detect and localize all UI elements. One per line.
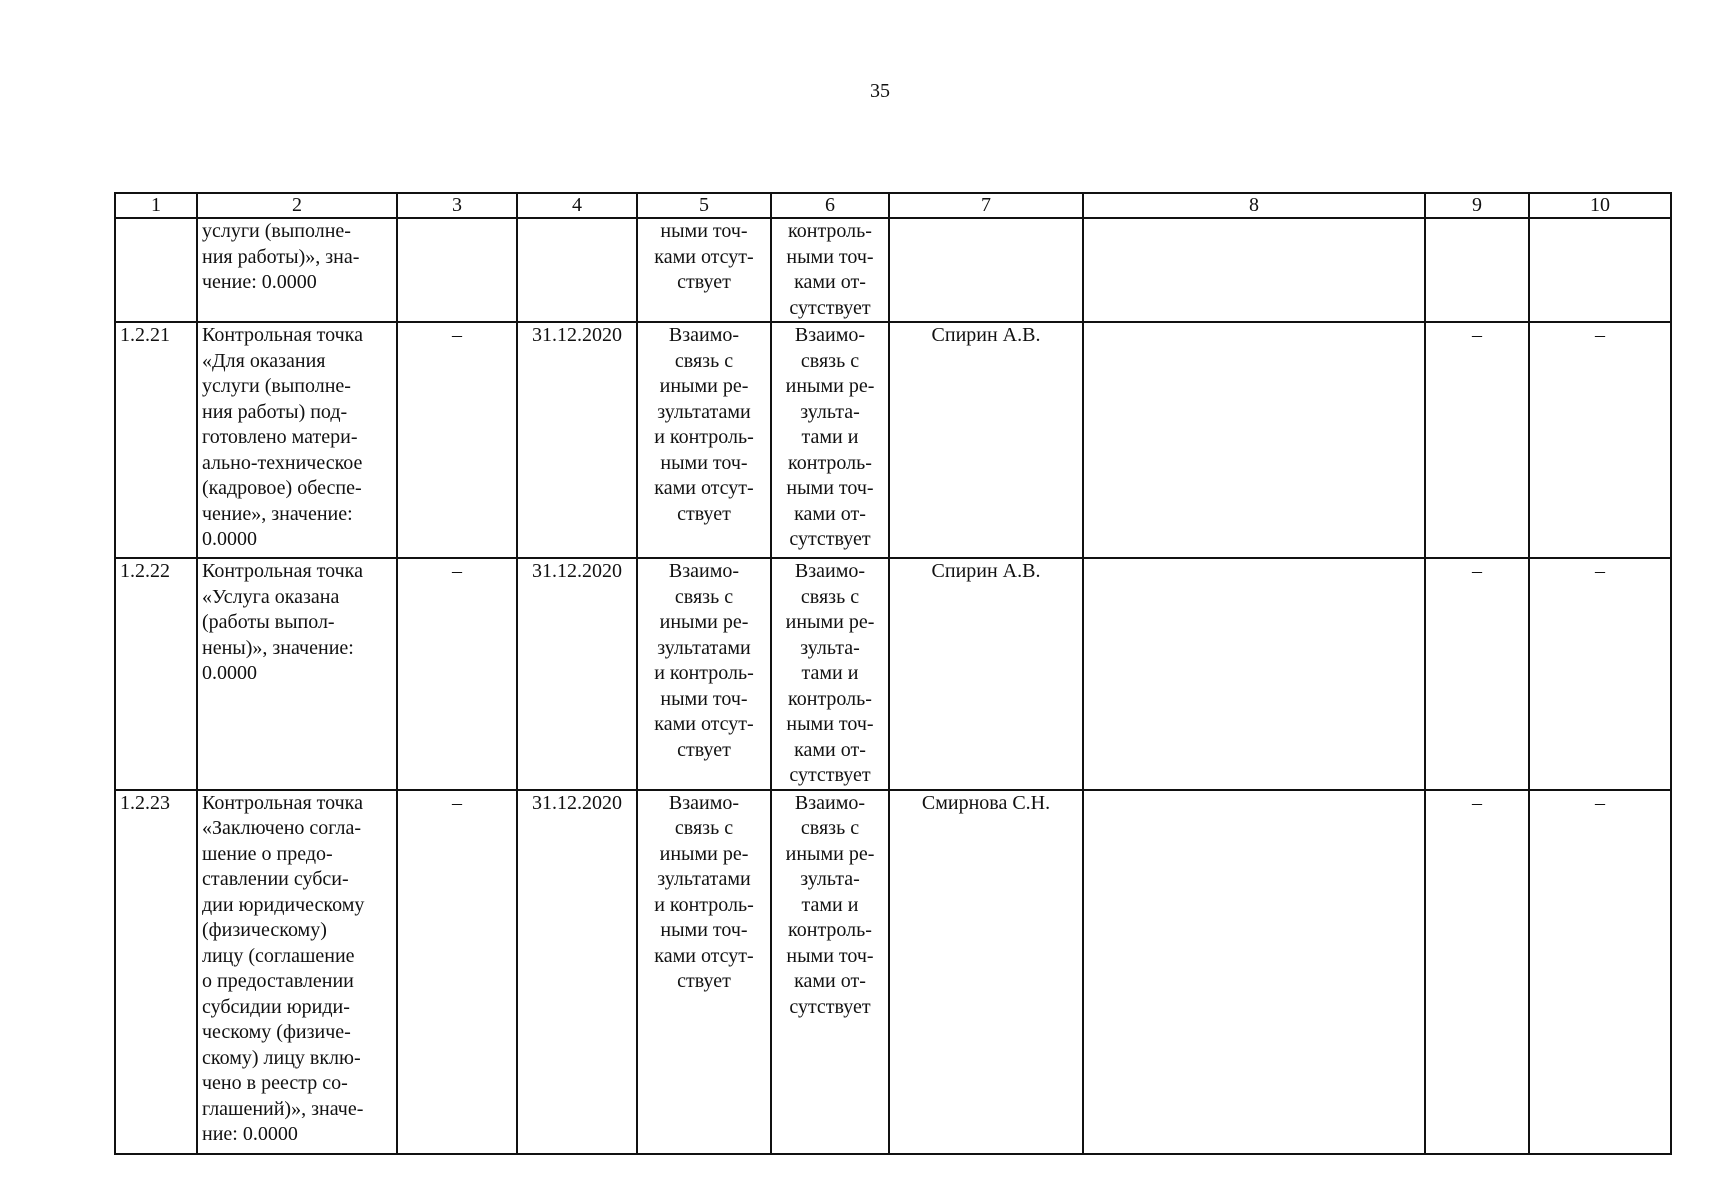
cell-col3: – (397, 790, 517, 1154)
cell-col9: – (1425, 790, 1529, 1154)
cell-col8 (1083, 558, 1425, 790)
column-header: 7 (889, 193, 1083, 218)
column-header: 9 (1425, 193, 1529, 218)
cell-col3: – (397, 558, 517, 790)
schedule-table (114, 192, 1672, 1155)
cell-col9: – (1425, 322, 1529, 558)
relation-col5: Взаимо- связь с иными ре- зультатами и контроль- ными точ- ками отсут- ствует (637, 322, 771, 558)
responsible-person (889, 218, 1083, 322)
due-date: 31.12.2020 (517, 790, 637, 1154)
column-header: 3 (397, 193, 517, 218)
column-header: 8 (1083, 193, 1425, 218)
cell-col8 (1083, 218, 1425, 322)
table-row (115, 322, 1671, 558)
relation-col5: Взаимо- связь с иными ре- зультатами и контроль- ными точ- ками отсут- ствует (637, 790, 771, 1154)
control-point-name: услуги (выполне- ния работы)», зна- чение: 0.0000 (197, 218, 397, 322)
row-number: 1.2.23 (115, 790, 197, 1154)
column-header: 2 (197, 193, 397, 218)
column-header: 5 (637, 193, 771, 218)
control-point-name: Контрольная точка «Услуга оказана (работы выпол- нены)», значение: 0.0000 (197, 558, 397, 790)
due-date: 31.12.2020 (517, 322, 637, 558)
row-number: 1.2.22 (115, 558, 197, 790)
relation-col5: Взаимо- связь с иными ре- зультатами и контроль- ными точ- ками отсут- ствует (637, 558, 771, 790)
column-header: 10 (1529, 193, 1671, 218)
table-row (115, 790, 1671, 1154)
row-number (115, 218, 197, 322)
cell-col9: – (1425, 558, 1529, 790)
table-row (115, 218, 1671, 322)
column-header: 1 (115, 193, 197, 218)
cell-col8 (1083, 322, 1425, 558)
cell-col3: – (397, 322, 517, 558)
responsible-person: Смирнова С.Н. (889, 790, 1083, 1154)
control-point-name: Контрольная точка «Для оказания услуги (выполне- ния работы) под- готовлено матери- ально-техническое (кадровое) обеспе- чение», значение: 0.0000 (197, 322, 397, 558)
column-header: 6 (771, 193, 889, 218)
row-number: 1.2.21 (115, 322, 197, 558)
cell-col10: – (1529, 322, 1671, 558)
due-date: 31.12.2020 (517, 558, 637, 790)
table-header-row (115, 193, 1671, 218)
relation-col6: Взаимо- связь с иными ре- зульта- тами и контроль- ными точ- ками от- сутствует (771, 790, 889, 1154)
column-header: 4 (517, 193, 637, 218)
relation-col6: Взаимо- связь с иными ре- зульта- тами и контроль- ными точ- ками от- сутствует (771, 558, 889, 790)
cell-col8 (1083, 790, 1425, 1154)
relation-col5: ными точ- ками отсут- ствует (637, 218, 771, 322)
table-row (115, 558, 1671, 790)
page-number: 35 (870, 80, 890, 102)
cell-col10: – (1529, 558, 1671, 790)
due-date (517, 218, 637, 322)
cell-col10 (1529, 218, 1671, 322)
cell-col9 (1425, 218, 1529, 322)
responsible-person: Спирин А.В. (889, 558, 1083, 790)
responsible-person: Спирин А.В. (889, 322, 1083, 558)
cell-col10: – (1529, 790, 1671, 1154)
relation-col6: контроль- ными точ- ками от- сутствует (771, 218, 889, 322)
control-point-name: Контрольная точка «Заключено согла- шение о предо- ставлении субси- дии юридическому (физическому) лицу (соглашение о предоставлении субсидии юриди- ческому (физиче- скому) лицу вклю- чено в реестр со- глашений)», значе- ние: 0.0000 (197, 790, 397, 1154)
cell-col3 (397, 218, 517, 322)
relation-col6: Взаимо- связь с иными ре- зульта- тами и контроль- ными точ- ками от- сутствует (771, 322, 889, 558)
